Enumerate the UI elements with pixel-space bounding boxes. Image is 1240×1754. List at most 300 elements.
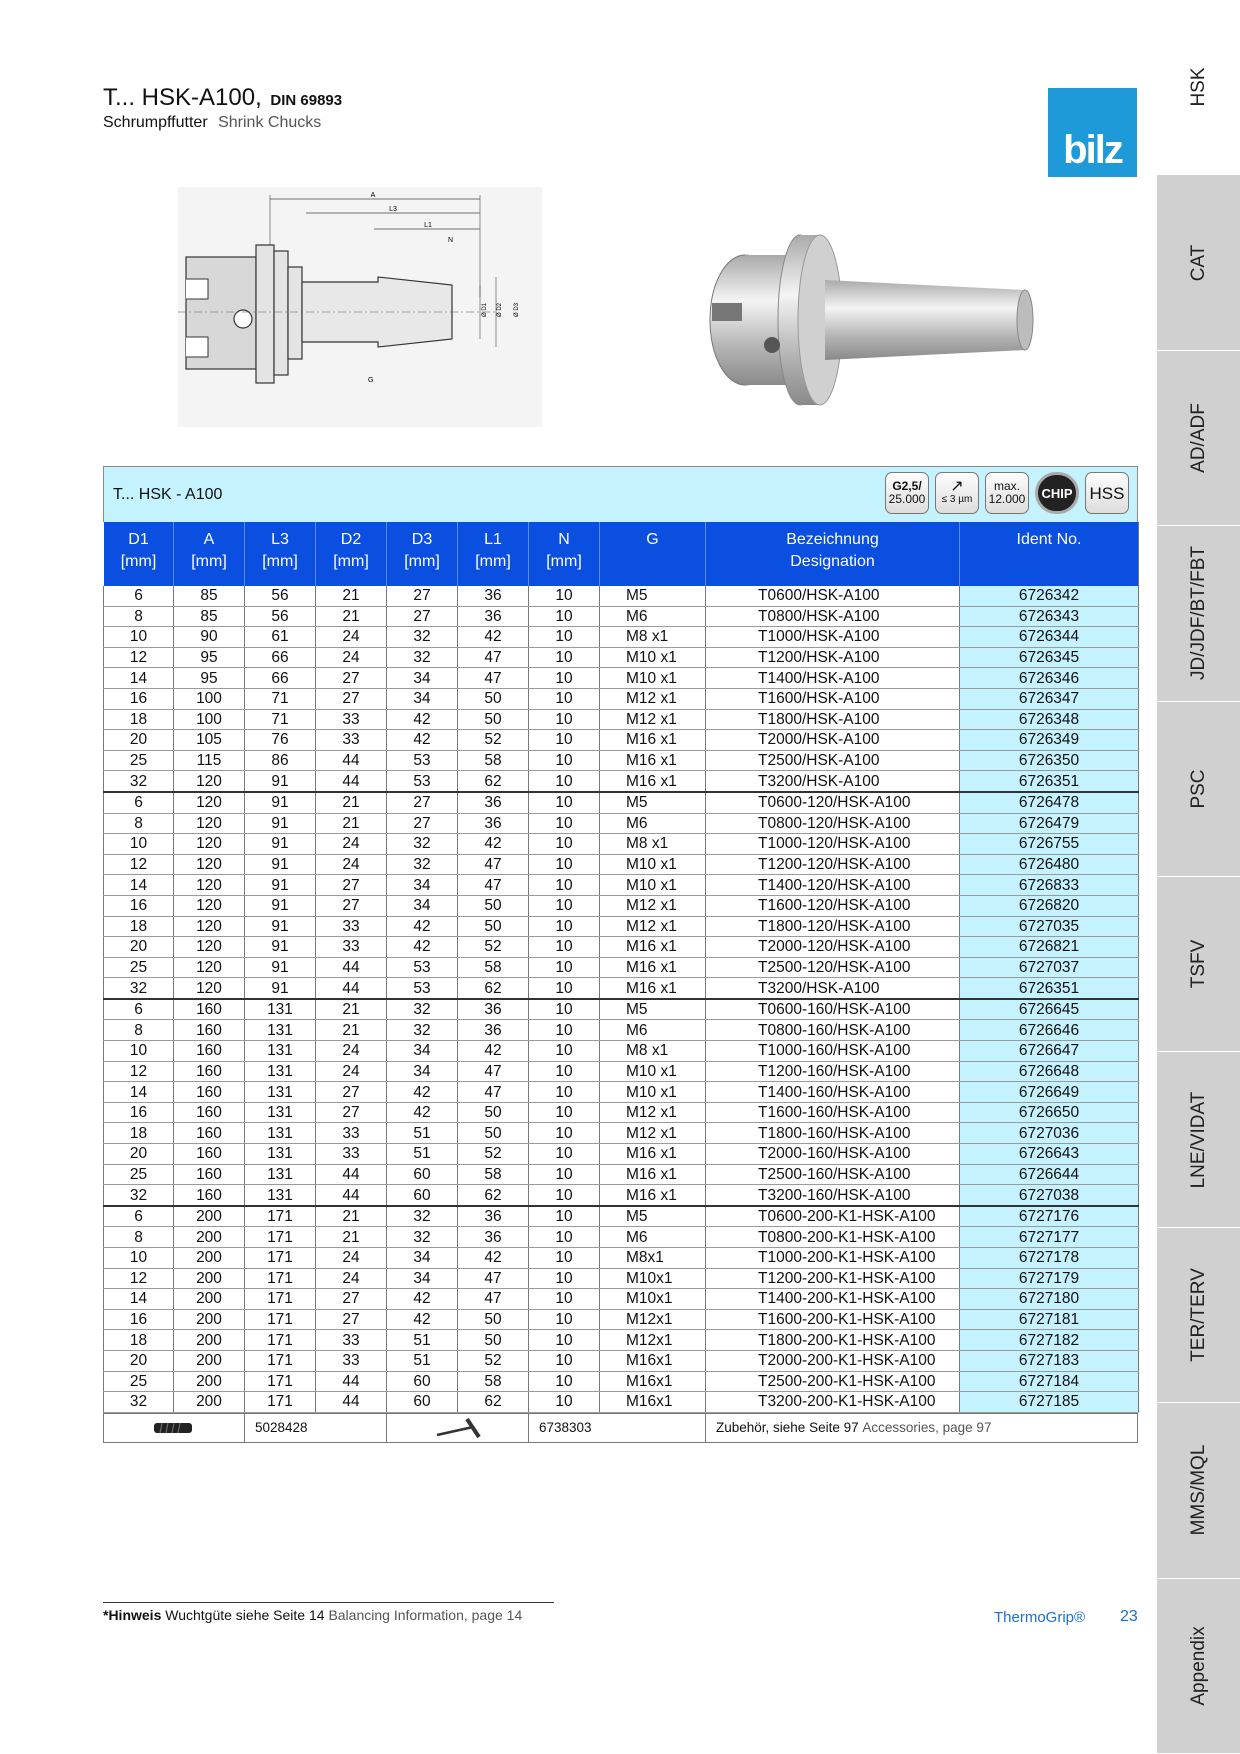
column-header-unit: [mm] [475, 553, 511, 570]
page-number: 23 [1120, 1608, 1138, 1625]
table-cell: 62 [458, 978, 529, 999]
brand-name: ThermoGrip® [994, 1609, 1086, 1626]
table-cell: M5 [600, 1206, 706, 1227]
table-cell: 24 [316, 647, 387, 668]
table-cell: T1400-160/HSK-A100 [706, 1082, 960, 1103]
table-cell: 10 [529, 1164, 600, 1185]
table-cell: 21 [316, 586, 387, 606]
column-header-unit: [mm] [546, 553, 582, 570]
page-title [103, 84, 342, 112]
accessory-1-image [104, 1414, 245, 1442]
table-cell: 6726344 [960, 627, 1139, 648]
table-cell: 60 [387, 1371, 458, 1392]
table-cell: 16 [104, 895, 174, 916]
table-cell: 131 [245, 1164, 316, 1185]
table-body [104, 586, 1139, 1412]
table-cell: 6726345 [960, 647, 1139, 668]
table-cell: T2000-200-K1-HSK-A100 [706, 1350, 960, 1371]
table-cell: 171 [245, 1227, 316, 1248]
table-cell: 27 [316, 1289, 387, 1310]
column-header-label: L3 [271, 531, 289, 548]
table-cell: 42 [458, 1041, 529, 1062]
table-cell: 32 [387, 627, 458, 648]
table-cell: 10 [529, 688, 600, 709]
table-cell: 24 [316, 834, 387, 855]
section-tab[interactable] [1157, 526, 1240, 701]
table-cell: 18 [104, 1330, 174, 1351]
table-cell: 58 [458, 1371, 529, 1392]
dim-a-label: A [370, 192, 376, 199]
column-header-label: D2 [340, 531, 362, 548]
section-tab[interactable] [1157, 702, 1240, 877]
section-tab[interactable] [1157, 1403, 1240, 1578]
table-cell: 36 [458, 586, 529, 606]
table-cell: 51 [387, 1330, 458, 1351]
table-cell: 33 [316, 709, 387, 730]
table-cell: 60 [387, 1185, 458, 1206]
product-photo [700, 225, 1050, 425]
table-cell: 160 [174, 1185, 245, 1206]
balance-grade-top: G2,5/ [892, 479, 922, 493]
table-cell: T1200-200-K1-HSK-A100 [706, 1268, 960, 1289]
section-tabs [1157, 0, 1240, 1754]
table-cell: 24 [316, 1041, 387, 1062]
table-cell: 160 [174, 1102, 245, 1123]
table-cell: 160 [174, 1123, 245, 1144]
table-cell: 27 [387, 792, 458, 813]
table-cell: 8 [104, 813, 174, 834]
table-cell: M10 x1 [600, 854, 706, 875]
table-cell: T2500-120/HSK-A100 [706, 957, 960, 978]
table-cell: 6727182 [960, 1330, 1139, 1351]
table-cell: T1200-160/HSK-A100 [706, 1061, 960, 1082]
section-tab[interactable] [1157, 877, 1240, 1052]
table-cell: 51 [387, 1350, 458, 1371]
table-cell: 18 [104, 916, 174, 937]
table-cell: 6726646 [960, 1020, 1139, 1041]
table-cell: 10 [529, 1371, 600, 1392]
table-cell: 120 [174, 978, 245, 999]
table-cell: 6726478 [960, 792, 1139, 813]
table-cell: 171 [245, 1392, 316, 1413]
table-cell: 6726644 [960, 1164, 1139, 1185]
table-cell: 33 [316, 937, 387, 958]
table-cell: 6727180 [960, 1289, 1139, 1310]
table-cell: 32 [387, 1206, 458, 1227]
table-cell: M16 x1 [600, 750, 706, 771]
table-cell: M8 x1 [600, 1041, 706, 1062]
table-cell: 33 [316, 916, 387, 937]
table-cell: 76 [245, 730, 316, 751]
column-header-label: N [558, 531, 570, 548]
table-cell: 91 [245, 937, 316, 958]
column-header-unit: [mm] [333, 553, 369, 570]
table-cell: 62 [458, 1392, 529, 1413]
table-cell: 47 [458, 668, 529, 689]
accessory-2-image [387, 1414, 529, 1442]
table-cell: T1200-120/HSK-A100 [706, 854, 960, 875]
table-cell: 6727185 [960, 1392, 1139, 1413]
table-cell: 200 [174, 1227, 245, 1248]
table-cell: 171 [245, 1289, 316, 1310]
table-cell: 60 [387, 1392, 458, 1413]
section-tab-label: LNE/VIDAT [1187, 1091, 1209, 1188]
table-row [104, 1392, 1139, 1413]
table-cell: 10 [104, 1041, 174, 1062]
table-cell: T3200/HSK-A100 [706, 978, 960, 999]
table-cell: 44 [316, 1185, 387, 1206]
column-header-label: A [203, 531, 215, 548]
dim-g-label: G [368, 377, 374, 384]
table-cell: 32 [387, 834, 458, 855]
table-row [104, 1082, 1139, 1103]
table-cell: 160 [174, 1082, 245, 1103]
table-cell: 66 [245, 668, 316, 689]
column-header-label: L1 [484, 531, 502, 548]
table-cell: T1600-160/HSK-A100 [706, 1102, 960, 1123]
table-cell: T1800-200-K1-HSK-A100 [706, 1330, 960, 1351]
table-cell: 36 [458, 1206, 529, 1227]
table-cell: M16 x1 [600, 771, 706, 792]
table-cell: 10 [529, 1144, 600, 1165]
table-cell: M16 x1 [600, 1164, 706, 1185]
table-cell: 36 [458, 999, 529, 1020]
table-cell: 12 [104, 647, 174, 668]
table-cell: M10 x1 [600, 1082, 706, 1103]
table-cell: 42 [387, 1289, 458, 1310]
table-row [104, 1164, 1139, 1185]
table-cell: 47 [458, 1061, 529, 1082]
table-cell: 6 [104, 792, 174, 813]
table-cell: 60 [387, 1164, 458, 1185]
table-row [104, 1185, 1139, 1206]
table-cell: 10 [529, 937, 600, 958]
table-cell: 34 [387, 875, 458, 896]
table-cell: 91 [245, 895, 316, 916]
table-cell: M10x1 [600, 1268, 706, 1289]
table-cell: 171 [245, 1206, 316, 1227]
table-row [104, 978, 1139, 999]
table-cell: T3200-200-K1-HSK-A100 [706, 1392, 960, 1413]
table-cell: 90 [174, 627, 245, 648]
table-cell: 6 [104, 1206, 174, 1227]
table-cell: 20 [104, 730, 174, 751]
section-tab[interactable] [1157, 1052, 1240, 1227]
section-tab[interactable] [1157, 1228, 1240, 1403]
table-row [104, 771, 1139, 792]
table-cell: 53 [387, 978, 458, 999]
table-cell: T1000/HSK-A100 [706, 627, 960, 648]
table-cell: M16 x1 [600, 957, 706, 978]
table-cell: 120 [174, 771, 245, 792]
max-speed-bottom: 12.000 [988, 492, 1026, 506]
table-cell: 10 [529, 1248, 600, 1269]
table-cell: T1400-120/HSK-A100 [706, 875, 960, 896]
table-cell: M8 x1 [600, 627, 706, 648]
dim-l1-label: L1 [424, 222, 432, 229]
table-cell: 200 [174, 1330, 245, 1351]
table-cell: 56 [245, 606, 316, 627]
table-cell: 10 [529, 1206, 600, 1227]
table-cell: T2000-160/HSK-A100 [706, 1144, 960, 1165]
table-cell: 6727038 [960, 1185, 1139, 1206]
column-header-5 [458, 522, 529, 586]
table-cell: 32 [387, 647, 458, 668]
table-cell: 171 [245, 1248, 316, 1269]
table-cell: 10 [529, 1123, 600, 1144]
table-cell: 10 [529, 875, 600, 896]
table-row [104, 834, 1139, 855]
table-cell: 86 [245, 750, 316, 771]
accessories-note-en: Accessories, page 97 [862, 1420, 992, 1436]
table-cell: 51 [387, 1144, 458, 1165]
table-cell: 42 [387, 730, 458, 751]
table-cell: 6727176 [960, 1206, 1139, 1227]
section-tab[interactable] [1157, 0, 1240, 175]
table-cell: 6726647 [960, 1041, 1139, 1062]
table-cell: T0600-200-K1-HSK-A100 [706, 1206, 960, 1227]
table-cell: 10 [529, 647, 600, 668]
table-cell: M10 x1 [600, 668, 706, 689]
table-cell: 34 [387, 1248, 458, 1269]
column-header-unit: Designation [790, 553, 875, 570]
table-cell: 47 [458, 1268, 529, 1289]
table-cell: 34 [387, 895, 458, 916]
table-cell: T1200/HSK-A100 [706, 647, 960, 668]
table-cell: M16x1 [600, 1392, 706, 1413]
dimensions-table [103, 522, 1139, 1413]
table-cell: T2500/HSK-A100 [706, 750, 960, 771]
table-cell: M16x1 [600, 1371, 706, 1392]
table-cell: 10 [529, 730, 600, 751]
table-cell: 50 [458, 1102, 529, 1123]
table-cell: 20 [104, 1144, 174, 1165]
table-cell: 6726755 [960, 834, 1139, 855]
section-tab-label: AD/ADF [1187, 403, 1209, 473]
table-cell: 171 [245, 1309, 316, 1330]
table-cell: 12 [104, 854, 174, 875]
table-row [104, 1102, 1139, 1123]
table-cell: 10 [529, 1330, 600, 1351]
column-header-unit: [mm] [262, 553, 298, 570]
table-cell: 50 [458, 916, 529, 937]
accessories-note-de: Zubehör, siehe Seite 97 [716, 1420, 859, 1436]
table-cell: 33 [316, 1123, 387, 1144]
table-cell: 32 [387, 1227, 458, 1248]
product-table [103, 466, 1138, 1443]
dim-d1-label: Ø D1 [482, 302, 488, 317]
table-cell: 42 [387, 1309, 458, 1330]
table-cell: M6 [600, 1227, 706, 1248]
table-row [104, 916, 1139, 937]
column-header-0 [104, 522, 174, 586]
table-cell: 24 [316, 1268, 387, 1289]
table-cell: 34 [387, 1268, 458, 1289]
table-cell: 56 [245, 586, 316, 606]
table-cell: 10 [529, 1082, 600, 1103]
table-cell: 6726351 [960, 978, 1139, 999]
table-cell: 85 [174, 586, 245, 606]
table-row [104, 1020, 1139, 1041]
table-cell: 14 [104, 1082, 174, 1103]
column-header-6 [529, 522, 600, 586]
footnote-de: Wuchtgüte siehe Seite 14 [165, 1607, 325, 1623]
table-cell: 10 [529, 1289, 600, 1310]
table-cell: T1600-200-K1-HSK-A100 [706, 1309, 960, 1330]
table-cell: 10 [529, 1020, 600, 1041]
table-cell: 171 [245, 1268, 316, 1289]
table-cell: 14 [104, 1289, 174, 1310]
table-cell: 42 [458, 627, 529, 648]
section-tab-label: PSC [1187, 769, 1209, 809]
table-cell: 27 [387, 606, 458, 627]
table-row [104, 668, 1139, 689]
table-cell: T1600-120/HSK-A100 [706, 895, 960, 916]
max-speed-top: max. [993, 479, 1020, 493]
table-cell: 131 [245, 1082, 316, 1103]
footnote-en: Balancing Information, page 14 [328, 1607, 523, 1623]
table-row [104, 688, 1139, 709]
table-cell: M10x1 [600, 1289, 706, 1310]
table-cell: T1800-120/HSK-A100 [706, 916, 960, 937]
column-header-3 [316, 522, 387, 586]
table-cell: 27 [316, 875, 387, 896]
runout-badge [935, 472, 979, 514]
table-cell: 10 [529, 586, 600, 606]
table-cell: M10 x1 [600, 875, 706, 896]
section-tab[interactable] [1157, 351, 1240, 526]
table-cell: T1800/HSK-A100 [706, 709, 960, 730]
table-cell: 52 [458, 937, 529, 958]
table-cell: 14 [104, 668, 174, 689]
table-cell: 33 [316, 1350, 387, 1371]
section-tab[interactable] [1157, 1579, 1240, 1754]
table-cell: 6726479 [960, 813, 1139, 834]
table-cell: 71 [245, 688, 316, 709]
table-cell: 21 [316, 1020, 387, 1041]
table-cell: 21 [316, 606, 387, 627]
column-header-label: D3 [411, 531, 433, 548]
table-cell: 120 [174, 937, 245, 958]
column-header-label: D1 [128, 531, 149, 548]
table-cell: 27 [316, 1309, 387, 1330]
set-screw-icon [152, 1420, 196, 1436]
accessory-1-id: 5028428 [245, 1414, 387, 1442]
table-cell: 16 [104, 1102, 174, 1123]
table-cell: M16 x1 [600, 937, 706, 958]
chip-badge: CHIP [1035, 472, 1079, 514]
table-cell: 58 [458, 750, 529, 771]
table-cell: T0600-160/HSK-A100 [706, 999, 960, 1020]
table-cell: T1800-160/HSK-A100 [706, 1123, 960, 1144]
table-cell: 10 [529, 1350, 600, 1371]
table-header-row [104, 522, 1139, 586]
table-cell: 52 [458, 1144, 529, 1165]
table-cell: 120 [174, 895, 245, 916]
table-cell: 91 [245, 978, 316, 999]
table-cell: 120 [174, 957, 245, 978]
table-row [104, 1041, 1139, 1062]
table-cell: 10 [529, 606, 600, 627]
table-cell: 10 [529, 668, 600, 689]
table-cell: 200 [174, 1309, 245, 1330]
table-cell: 10 [529, 895, 600, 916]
table-cell: 10 [529, 854, 600, 875]
dim-d2-label: Ø D2 [497, 302, 503, 317]
table-cell: M12x1 [600, 1309, 706, 1330]
table-cell: M12 x1 [600, 688, 706, 709]
table-row [104, 1248, 1139, 1269]
table-cell: T2500-160/HSK-A100 [706, 1164, 960, 1185]
runout-arrow-icon: ↗ [950, 478, 964, 495]
table-cell: 91 [245, 771, 316, 792]
table-cell: 20 [104, 1350, 174, 1371]
table-cell: 6726348 [960, 709, 1139, 730]
table-cell: 10 [529, 978, 600, 999]
table-cell: 14 [104, 875, 174, 896]
table-cell: 24 [316, 854, 387, 875]
table-cell: 12 [104, 1268, 174, 1289]
table-cell: 6727035 [960, 916, 1139, 937]
table-cell: 36 [458, 606, 529, 627]
section-tab-label: MMS/MQL [1187, 1444, 1209, 1536]
subtitle-en: Shrink Chucks [218, 114, 322, 131]
table-cell: 10 [529, 771, 600, 792]
table-cell: 131 [245, 1185, 316, 1206]
table-cell: 42 [387, 1102, 458, 1123]
table-cell: 131 [245, 1123, 316, 1144]
table-cell: 10 [529, 916, 600, 937]
table-cell: 6 [104, 999, 174, 1020]
table-row [104, 730, 1139, 751]
table-cell: 32 [387, 854, 458, 875]
table-cell: 21 [316, 1206, 387, 1227]
table-cell: M16 x1 [600, 978, 706, 999]
table-cell: 120 [174, 792, 245, 813]
table-cell: 10 [529, 627, 600, 648]
table-cell: 91 [245, 834, 316, 855]
table-cell: 10 [529, 1185, 600, 1206]
table-cell: 50 [458, 709, 529, 730]
table-cell: 6726350 [960, 750, 1139, 771]
table-cell: 6726821 [960, 937, 1139, 958]
table-row [104, 895, 1139, 916]
table-row [104, 957, 1139, 978]
table-cell: 44 [316, 957, 387, 978]
din-standard: DIN 69893 [270, 92, 343, 109]
table-cell: 171 [245, 1350, 316, 1371]
table-cell: 6726648 [960, 1061, 1139, 1082]
section-tab[interactable] [1157, 175, 1240, 350]
table-cell: 36 [458, 792, 529, 813]
table-cell: 160 [174, 1061, 245, 1082]
table-row [104, 854, 1139, 875]
table-cell: 160 [174, 1041, 245, 1062]
table-cell: 53 [387, 957, 458, 978]
table-cell: 6727179 [960, 1268, 1139, 1289]
table-row [104, 1350, 1139, 1371]
table-cell: 91 [245, 854, 316, 875]
table-cell: 120 [174, 834, 245, 855]
table-cell: 171 [245, 1371, 316, 1392]
table-cell: 115 [174, 750, 245, 771]
table-cell: 6727037 [960, 957, 1139, 978]
table-cell: 24 [316, 1061, 387, 1082]
table-cell: 6726349 [960, 730, 1139, 751]
table-cell: 53 [387, 750, 458, 771]
table-row [104, 647, 1139, 668]
table-cell: 16 [104, 688, 174, 709]
